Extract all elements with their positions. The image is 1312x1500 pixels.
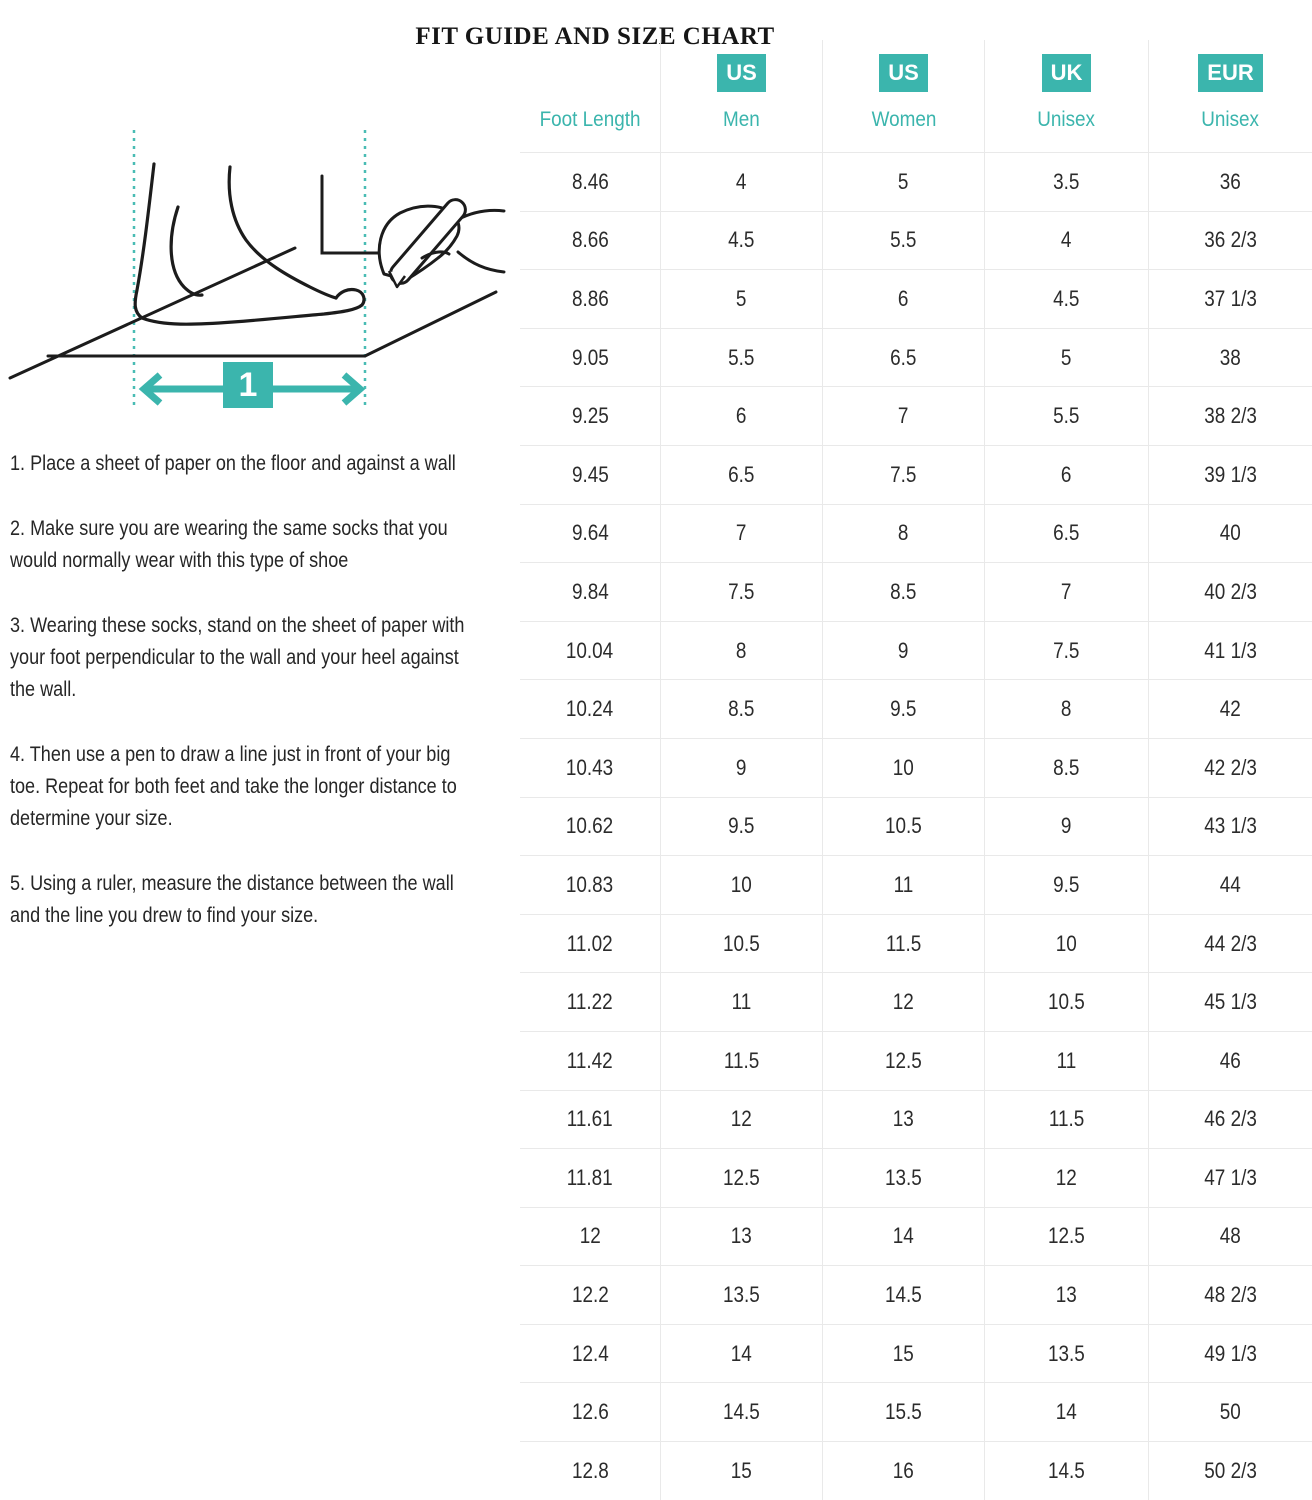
foot-length-cell: 12.8: [520, 1442, 661, 1500]
size-cell: 9: [823, 622, 985, 680]
foot-length-cell: 9.64: [520, 505, 661, 563]
size-cell: 9.5: [985, 856, 1149, 914]
size-cell: 7.5: [661, 563, 823, 621]
size-cell: 10: [661, 856, 823, 914]
foot-outline: [135, 164, 364, 324]
foot-length-cell: 9.05: [520, 329, 661, 387]
size-cell: 44 2/3: [1204, 930, 1257, 956]
size-cell: 5: [823, 153, 985, 211]
size-cell: 4.5: [985, 270, 1149, 328]
instruction-step-4: 4. Then use a pen to draw a line just in front of your big toe. Repeat for both feet and take the longer distance to determine your size.: [10, 743, 457, 830]
size-cell: 12: [985, 1149, 1149, 1207]
foot-length-cell: 11.42: [520, 1032, 661, 1090]
table-row: [520, 269, 1312, 328]
size-cell: 6.5: [823, 329, 985, 387]
size-cell: 6: [823, 270, 985, 328]
size-cell: 6: [661, 387, 823, 445]
table-row: [520, 738, 1312, 797]
table-row: [520, 1382, 1312, 1441]
foot-length-cell: 10.62: [520, 798, 661, 856]
size-cell: 16: [823, 1442, 985, 1500]
size-cell: 12.5: [661, 1149, 823, 1207]
size-cell: 38: [1219, 344, 1242, 370]
size-cell: 8: [823, 505, 985, 563]
instructions: [10, 448, 570, 965]
size-cell: 13: [985, 1266, 1149, 1324]
size-cell: 7.5: [823, 446, 985, 504]
size-cell: 14.5: [823, 1266, 985, 1324]
size-chart-table: [520, 40, 1312, 1500]
column-header-us-women: [823, 40, 985, 152]
foot-length-cell: 11.81: [520, 1149, 661, 1207]
foot-length-cell: 10.83: [520, 856, 661, 914]
size-cell: 12: [661, 1091, 823, 1149]
size-cell: 10: [985, 915, 1149, 973]
size-cell: 9: [661, 739, 823, 797]
size-cell: 5: [985, 329, 1149, 387]
instruction-step-5: 5. Using a ruler, measure the distance between the wall and the line you drew to find your size.: [10, 872, 454, 927]
size-cell: 15: [661, 1442, 823, 1500]
foot-length-cell: 9.25: [520, 387, 661, 445]
foot-measurement-illustration: [8, 112, 508, 442]
size-cell: 14.5: [661, 1383, 823, 1441]
size-cell: 45 1/3: [1204, 989, 1257, 1015]
size-cell: 41 1/3: [1204, 637, 1257, 663]
size-cell: 12: [823, 973, 985, 1031]
size-cell: 50: [1219, 1399, 1242, 1425]
instruction-step-1: 1. Place a sheet of paper on the floor and against a wall: [10, 452, 456, 475]
table-row: [520, 797, 1312, 856]
size-cell: 12.5: [985, 1208, 1149, 1266]
size-cell: 13: [823, 1091, 985, 1149]
size-cell: 11: [823, 856, 985, 914]
size-cell: 40 2/3: [1204, 578, 1257, 604]
table-row: [520, 445, 1312, 504]
size-cell: 6.5: [661, 446, 823, 504]
foot-length-cell: 12.4: [520, 1325, 661, 1383]
size-cell: 10.5: [985, 973, 1149, 1031]
column-label: Unisex: [1037, 108, 1096, 131]
size-cell: 13: [661, 1208, 823, 1266]
size-cell: 7: [985, 563, 1149, 621]
column-header-foot-length: [520, 40, 661, 152]
region-badge-us: US: [879, 54, 928, 92]
table-row: [520, 1265, 1312, 1324]
size-cell: 42 2/3: [1204, 754, 1257, 780]
size-cell: 7: [823, 387, 985, 445]
size-cell: 6.5: [985, 505, 1149, 563]
table-row: [520, 914, 1312, 973]
size-cell: 50 2/3: [1204, 1457, 1257, 1483]
table-row: [520, 1441, 1312, 1500]
table-row: [520, 972, 1312, 1031]
hand-with-pen: [379, 196, 504, 288]
size-cell: 15.5: [823, 1383, 985, 1441]
region-badge-eur: EUR: [1198, 54, 1262, 92]
size-cell: 8: [985, 680, 1149, 738]
foot-length-cell: 9.45: [520, 446, 661, 504]
size-cell: 8: [661, 622, 823, 680]
size-cell: 7: [661, 505, 823, 563]
size-cell: 46 2/3: [1204, 1106, 1257, 1132]
size-cell: 13.5: [823, 1149, 985, 1207]
table-row: [520, 328, 1312, 387]
size-cell: 14: [985, 1383, 1149, 1441]
size-cell: 15: [823, 1325, 985, 1383]
size-cell: 10.5: [823, 798, 985, 856]
size-cell: 14: [661, 1325, 823, 1383]
size-cell: 37 1/3: [1204, 285, 1257, 311]
column-label: Men: [723, 108, 760, 131]
table-row: [520, 1090, 1312, 1149]
instruction-step-2: 2. Make sure you are wearing the same socks that you would normally wear with this type of shoe: [10, 517, 448, 572]
size-cell: 40: [1219, 520, 1242, 546]
size-chart-table-body: [520, 152, 1312, 1500]
column-header-uk-unisex: [985, 40, 1149, 152]
column-header-us-men: [661, 40, 823, 152]
size-cell: 5.5: [985, 387, 1149, 445]
size-cell: 3.5: [985, 153, 1149, 211]
size-cell: 10: [823, 739, 985, 797]
size-cell: 13.5: [661, 1266, 823, 1324]
region-badge-us: US: [717, 54, 766, 92]
size-cell: 5.5: [823, 212, 985, 270]
foot-length-cell: 11.22: [520, 973, 661, 1031]
foot-length-cell: 8.46: [520, 153, 661, 211]
size-cell: 42: [1219, 696, 1242, 722]
wrist-lines: [457, 210, 504, 272]
table-row: [520, 152, 1312, 211]
size-cell: 39 1/3: [1204, 461, 1257, 487]
column-label: Unisex: [1201, 108, 1260, 131]
size-cell: 8.5: [661, 680, 823, 738]
size-cell: 47 1/3: [1204, 1164, 1257, 1190]
column-header-eur-unisex: [1149, 40, 1312, 152]
region-badge-uk: UK: [1042, 54, 1092, 92]
table-row: [520, 562, 1312, 621]
foot-length-cell: 10.04: [520, 622, 661, 680]
table-row: [520, 386, 1312, 445]
size-cell: 46: [1219, 1047, 1242, 1073]
instruction-step-3: 3. Wearing these socks, stand on the sheet of paper with your foot perpendicular to the wall and your heel against the wall.: [10, 614, 465, 701]
size-cell: 11.5: [661, 1032, 823, 1090]
size-cell: 14.5: [985, 1442, 1149, 1500]
column-label: Foot Length: [539, 108, 641, 131]
foot-length-cell: 12.6: [520, 1383, 661, 1441]
size-cell: 4: [661, 153, 823, 211]
size-cell: 5: [661, 270, 823, 328]
size-cell: 11.5: [823, 915, 985, 973]
table-row: [520, 1148, 1312, 1207]
size-cell: 14: [823, 1208, 985, 1266]
measure-step-badge-label: 1: [238, 366, 258, 404]
foot-length-cell: 10.43: [520, 739, 661, 797]
size-cell: 11: [661, 973, 823, 1031]
foot-length-cell: 9.84: [520, 563, 661, 621]
size-cell: 4.5: [661, 212, 823, 270]
table-row: [520, 504, 1312, 563]
foot-length-cell: 11.02: [520, 915, 661, 973]
size-cell: 4: [985, 212, 1149, 270]
table-row: [520, 621, 1312, 680]
size-cell: 9.5: [823, 680, 985, 738]
size-cell: 43 1/3: [1204, 813, 1257, 839]
size-cell: 12.5: [823, 1032, 985, 1090]
size-cell: 36 2/3: [1204, 227, 1257, 253]
size-cell: 9.5: [661, 798, 823, 856]
size-cell: 44: [1219, 871, 1242, 897]
foot-length-cell: 8.86: [520, 270, 661, 328]
size-cell: 13.5: [985, 1325, 1149, 1383]
size-cell: 6: [985, 446, 1149, 504]
table-row: [520, 855, 1312, 914]
size-cell: 8.5: [985, 739, 1149, 797]
size-cell: 38 2/3: [1204, 403, 1257, 429]
size-cell: 49 1/3: [1204, 1340, 1257, 1366]
foot-length-cell: 12: [520, 1208, 661, 1266]
size-cell: 48 2/3: [1204, 1282, 1257, 1308]
table-row: [520, 1031, 1312, 1090]
size-cell: 10.5: [661, 915, 823, 973]
size-cell: 11: [985, 1032, 1149, 1090]
foot-length-cell: 12.2: [520, 1266, 661, 1324]
table-row: [520, 1207, 1312, 1266]
measure-step-badge: [223, 362, 273, 408]
table-row: [520, 1324, 1312, 1383]
size-cell: 9: [985, 798, 1149, 856]
column-label: Women: [871, 108, 936, 131]
size-cell: 8.5: [823, 563, 985, 621]
size-cell: 36: [1219, 168, 1242, 194]
size-cell: 7.5: [985, 622, 1149, 680]
size-cell: 48: [1219, 1223, 1242, 1249]
table-row: [520, 679, 1312, 738]
size-cell: 5.5: [661, 329, 823, 387]
foot-length-cell: 11.61: [520, 1091, 661, 1149]
table-row: [520, 211, 1312, 270]
size-cell: 11.5: [985, 1091, 1149, 1149]
size-chart-header: [520, 40, 1312, 152]
foot-length-cell: 10.24: [520, 680, 661, 738]
page-title: FIT GUIDE AND SIZE CHART: [415, 22, 775, 50]
foot-length-cell: 8.66: [520, 212, 661, 270]
